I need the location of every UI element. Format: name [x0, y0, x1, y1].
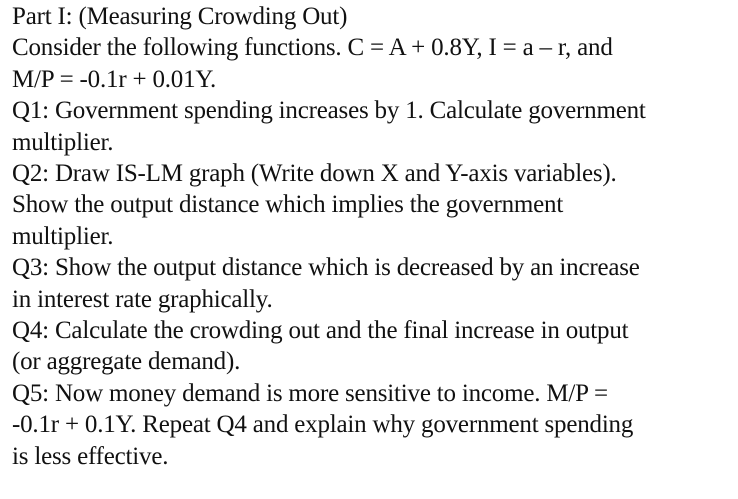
- question-5-line-3: is less effective.: [12, 442, 169, 470]
- functions-line-2: M/P = -0.1r + 0.01Y.: [12, 65, 217, 93]
- section-title: Part I: (Measuring Crowding Out): [12, 3, 348, 30]
- question-4-line-2: (or aggregate demand).: [12, 348, 241, 376]
- question-2-line-3: multiplier.: [12, 222, 114, 250]
- question-1-line-1: Q1: Government spending increases by 1. Calculate government: [12, 97, 646, 125]
- question-1-line-2: multiplier.: [12, 128, 114, 156]
- question-4-line-1: Q4: Calculate the crowding out and the final increase in output: [12, 317, 629, 345]
- question-3-line-1: Q3: Show the output distance which is decreased by an increase: [12, 254, 640, 282]
- functions-line-1: Consider the following functions. C = A + 0.8Y, I = a – r, and: [12, 34, 613, 62]
- question-2-line-1: Q2: Draw IS-LM graph (Write down X and Y-axis variables).: [12, 160, 617, 188]
- document-text: [12, 1, 732, 472]
- question-5-line-1: Q5: Now money demand is more sensitive to income. M/P =: [12, 379, 608, 407]
- question-3-line-2: in interest rate graphically.: [12, 285, 273, 313]
- question-2-line-2: Show the output distance which implies the government: [12, 191, 564, 219]
- question-5-line-2: -0.1r + 0.1Y. Repeat Q4 and explain why government spending: [12, 411, 634, 439]
